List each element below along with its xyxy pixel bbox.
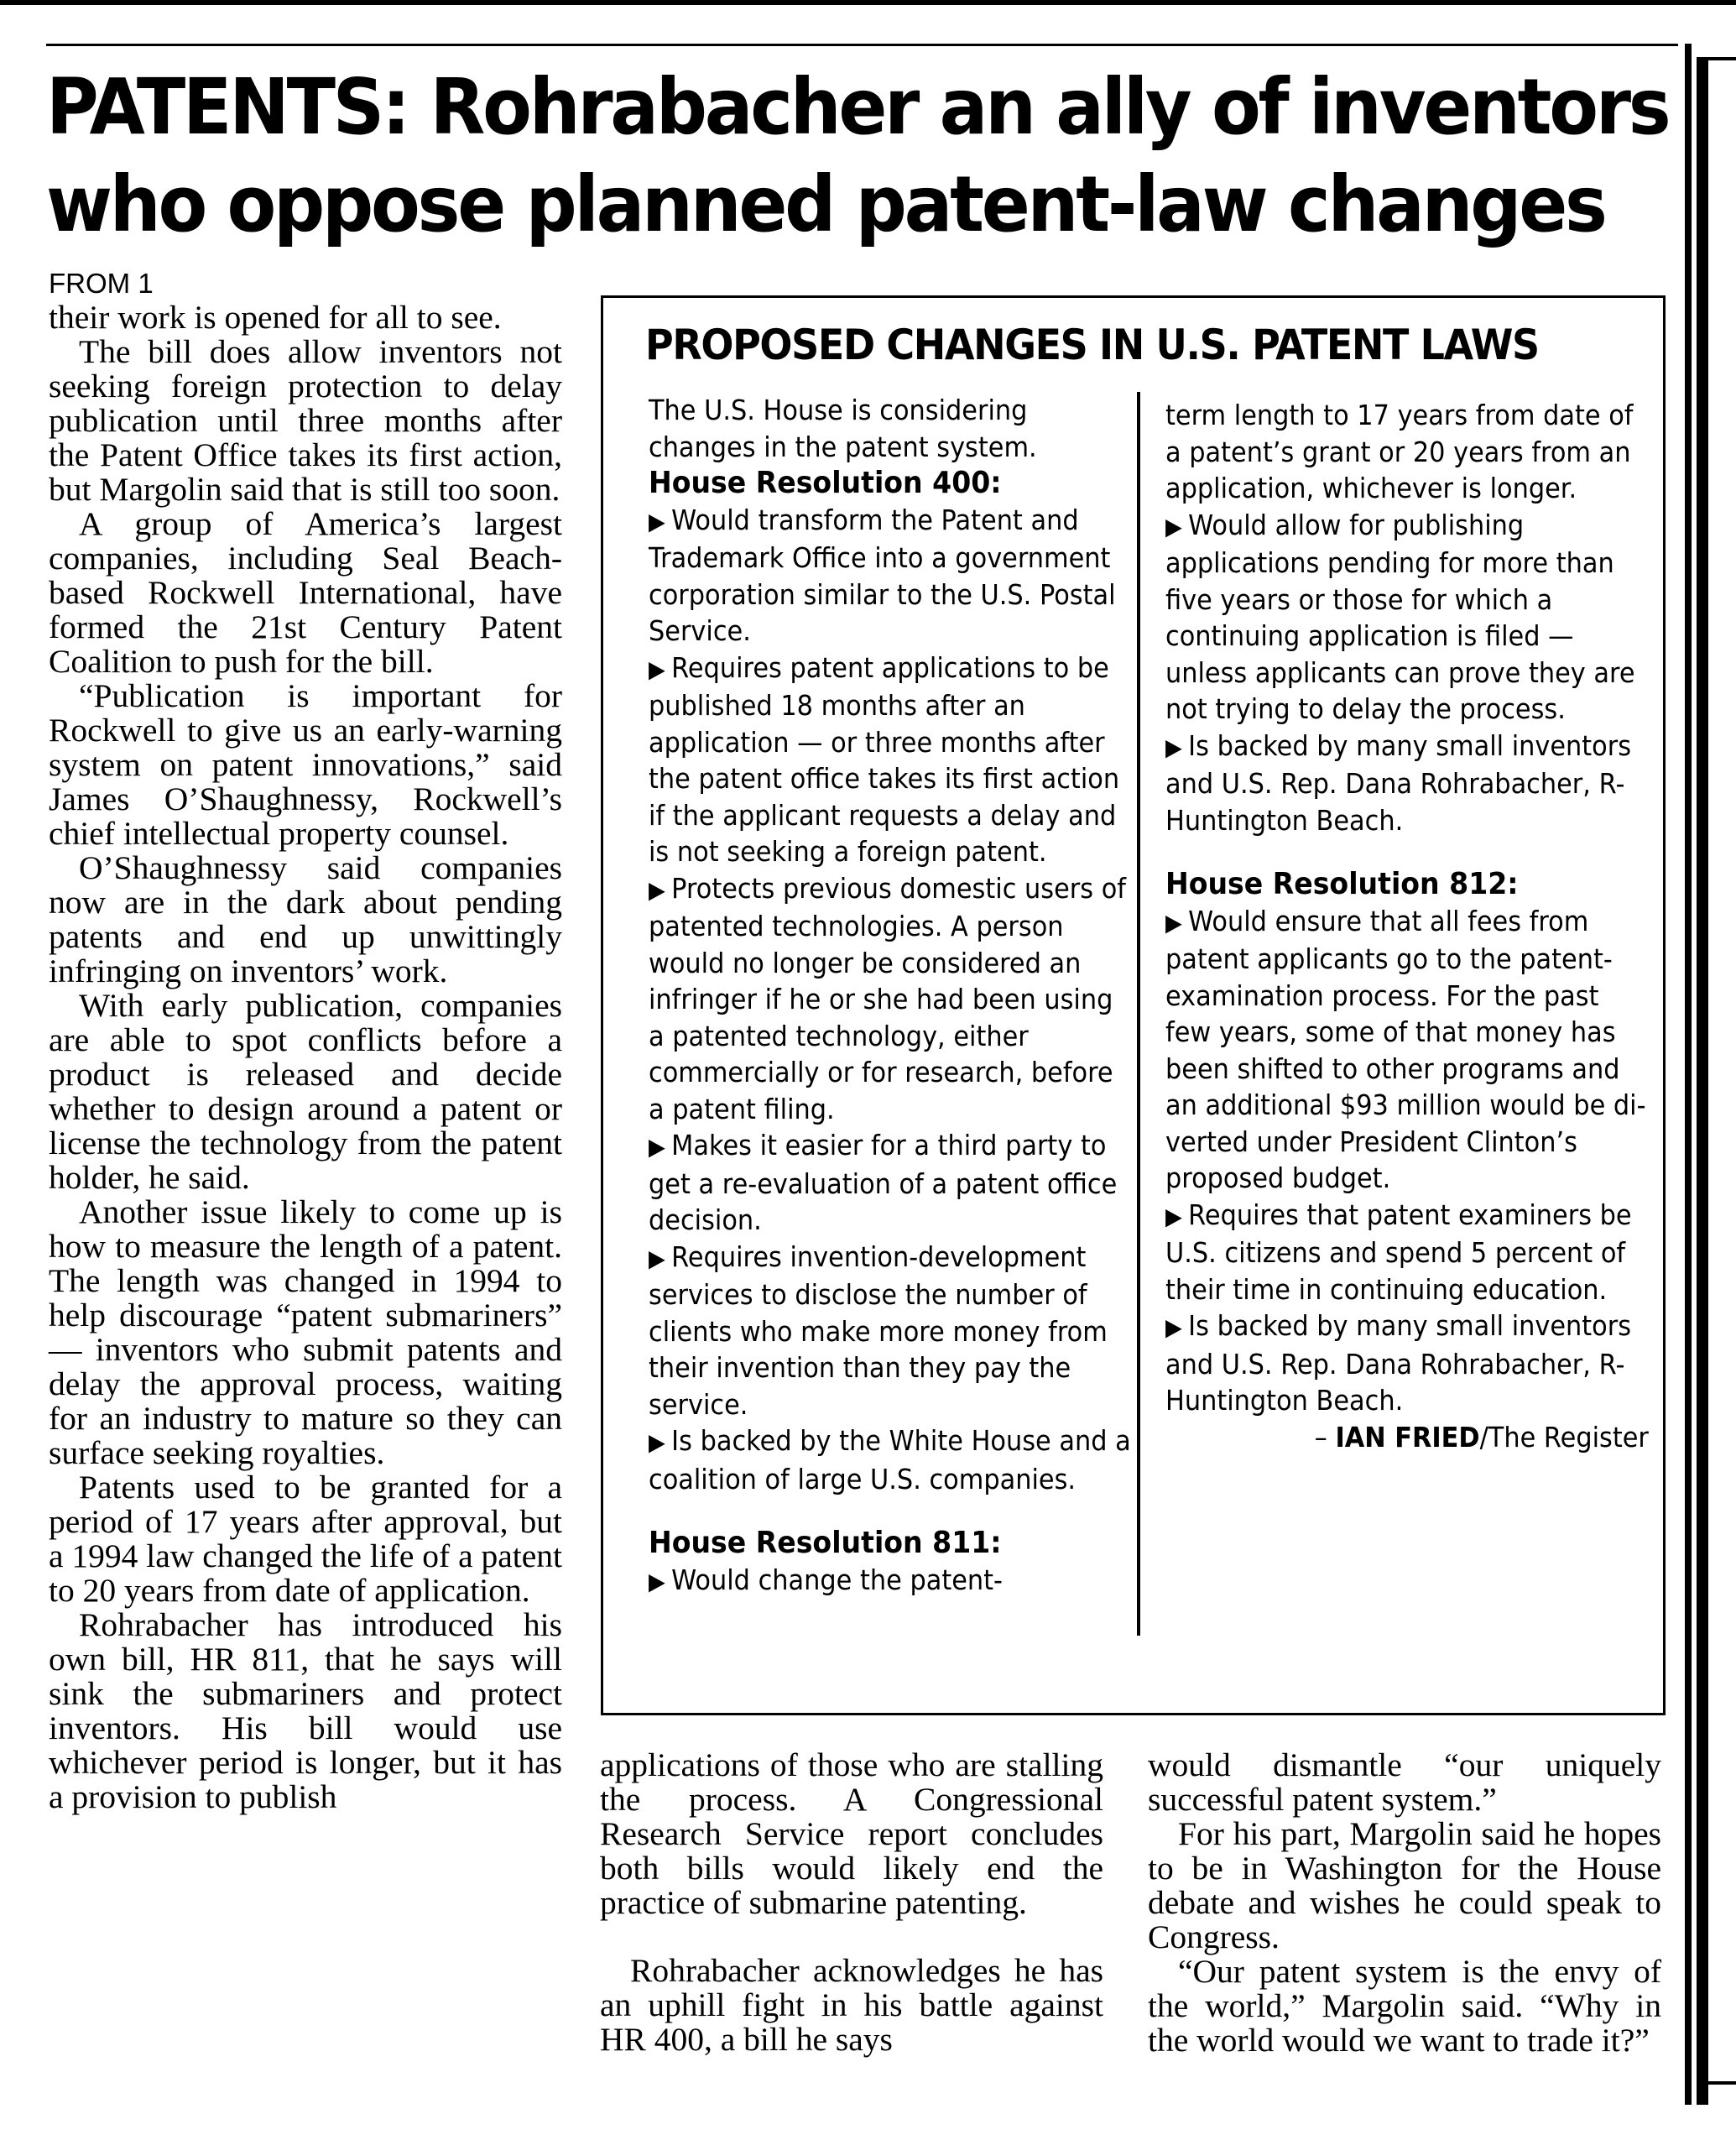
- list-item: ▶ Is backed by the White House and a coalition of large U.S. companies.: [649, 1422, 1135, 1497]
- credit-author: IAN FRIED: [1335, 1420, 1480, 1454]
- credit-source: /The Register: [1479, 1420, 1649, 1454]
- headline-rule: [46, 44, 1678, 46]
- article-column-2: [600, 1748, 1103, 2057]
- list-item: ▶ Is backed by many small inventors and U.S. Rep. Dana Rohrabacher, R-Huntington Beach.: [1165, 728, 1652, 839]
- list-item: ▶ Would allow for publishing applications pending for more than five years or those for which a continuing application is filed — unless applicants can prove they are not trying to delay the process.: [1165, 507, 1652, 728]
- list-item-continued: term length to 17 years from date of a patent’s grant or 20 years from an application, whichever is longer.: [1165, 399, 1634, 504]
- headline-line-1: PATENTS: Rohrabacher an ally of inventors: [46, 62, 1669, 152]
- paragraph: Rohrabacher acknowledges he has an uphill fight in his battle against HR 400, a bill he says: [600, 1952, 1103, 2058]
- paragraph: “Our patent system is the envy of the world,” Margolin said. “Why in the world would we want to trade it?”: [1148, 1953, 1661, 2059]
- list-item: ▶ Requires invention-development services to disclose the number of clients who make more money from their invention than they pay the service.: [649, 1239, 1135, 1423]
- jump-label: FROM 1: [49, 268, 154, 299]
- paragraph: their work is opened for all to see.: [49, 299, 502, 336]
- sidebar-column-divider: [1137, 392, 1140, 1636]
- paragraph: Patents used to be granted for a period of 17 years after approval, but a 1994 law changed the life of a patent to 20 years from date of application.: [49, 1469, 562, 1609]
- section-heading-hr812: House Resolution 812:: [1165, 867, 1519, 901]
- paragraph: would dismantle “our uniquely successful patent system.”: [1148, 1746, 1661, 1818]
- list-item: ▶ Requires patent applications to be published 18 months after an application — or three months after the patent office takes its first action if the applicant requests a delay and is not seeking a foreign patent.: [649, 650, 1135, 870]
- paragraph: O’Shaughnessy said companies now are in the dark about pending patents and end up unwittingly infringing on inventors’ work.: [49, 849, 562, 989]
- list-item: ▶ Makes it easier for a third party to get a re-evaluation of a patent office decision.: [649, 1127, 1135, 1239]
- list-item: ▶ Protects previous domestic users of patented technologies. A person would no longer be considered an infringer if he or she had been using a patented technology, either commercially or for research, before a patent filing.: [649, 870, 1135, 1128]
- adjacent-frame-bottom: [1708, 2081, 1736, 2085]
- sidebar-intro: The U.S. House is considering changes in the patent system.: [649, 394, 1037, 463]
- paragraph: Another issue likely to come up is how to measure the length of a patent. The length was changed in 1994 to help discourage “patent submariners” — inventors who submit patents and delay the approval process, waiting for an industry to mature so they can surface seeking royalties.: [49, 1193, 562, 1471]
- article-column-1: [49, 267, 562, 1814]
- list-item: ▶ Is backed by many small inventors and U.S. Rep. Dana Rohrabacher, R-Huntington Beach.: [1165, 1307, 1652, 1419]
- paragraph: For his part, Margolin said he hopes to be in Washington for the House debate and wishes he could speak to Congress.: [1148, 1815, 1661, 1955]
- article-column-3: [1148, 1748, 1661, 2058]
- paragraph: applications of those who are stalling the process. A Congressional Research Service report concludes both bills would likely end the practice of submarine patenting.: [600, 1746, 1103, 1921]
- adjacent-frame-border-inner: [1697, 57, 1708, 2105]
- list-item: ▶ Would change the patent-: [649, 1562, 1135, 1600]
- headline: [46, 59, 1669, 253]
- paragraph: Rohrabacher has introduced his own bill, HR 811, that he says will sink the submariners and protect inventors. His bill would use whichever period is longer, but it has a provision to publish: [49, 1606, 562, 1815]
- paragraph: The bill does allow inventors not seeking foreign protection to delay publication until three months after the Patent Office takes its first action, but Margolin said that is still too soon.: [49, 333, 562, 508]
- section-heading-hr400: House Resolution 400:: [649, 466, 1002, 500]
- paragraph: A group of America’s largest companies, including Seal Beach-based Rockwell International, have formed the 21st Century Patent Coalition to push for the bill.: [49, 505, 562, 680]
- sidebar-box: [601, 295, 1666, 1715]
- list-item: ▶ Would ensure that all fees from patent applicants go to the patent-examination process. For the past few years, some of that money has been shifted to other programs and an additional $93 million would be diverted under President Clinton’s proposed budget.: [1165, 903, 1652, 1197]
- adjacent-frame-top: [1708, 57, 1736, 60]
- paragraph: With early publication, companies are able to spot conflicts before a product is released and decide whether to design around a patent or license the technology from the patent holder, he said.: [49, 987, 562, 1196]
- top-page-rule: [0, 0, 1736, 5]
- sidebar-title: PROPOSED CHANGES IN U.S. PATENT LAWS: [645, 321, 1539, 369]
- sidebar-credit: [1165, 1419, 1652, 1456]
- paragraph: “Publication is important for Rockwell to give us an early-warning system on patent innovations,” said James O’Shaughnessy, Rockwell’s chief intellectual property counsel.: [49, 677, 562, 852]
- sidebar-right-column: [1165, 397, 1652, 1455]
- sidebar-left-column: [649, 392, 1135, 1600]
- list-item: ▶ Requires that patent examiners be U.S. citizens and spend 5 percent of their time in continuing education.: [1165, 1197, 1652, 1308]
- list-item: ▶ Would transform the Patent and Trademark Office into a government corporation similar to the U.S. Postal Service.: [649, 502, 1135, 650]
- section-heading-hr811: House Resolution 811:: [649, 1526, 1002, 1560]
- headline-line-2: who oppose planned patent-law changes: [46, 159, 1605, 249]
- adjacent-frame-border: [1685, 44, 1692, 2105]
- credit-dash: –: [1314, 1420, 1327, 1454]
